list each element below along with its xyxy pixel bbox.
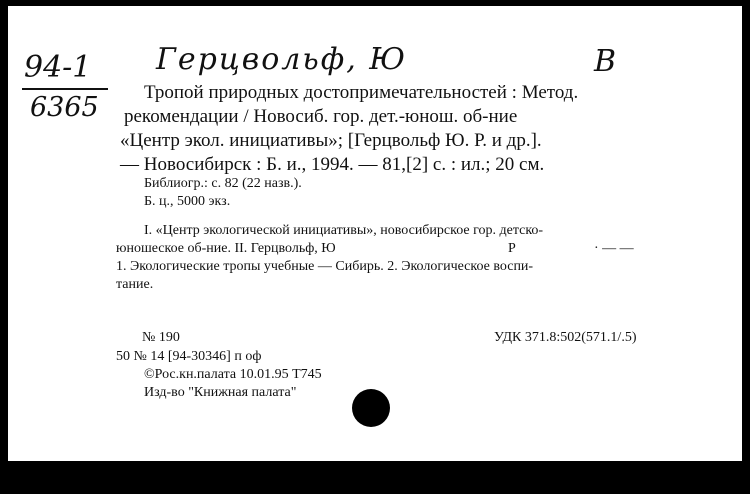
publisher-line: Изд-во "Книжная палата" (144, 385, 297, 400)
handwritten-author: Герцвольф, Ю (156, 42, 408, 77)
tracing-line-4: тание. (116, 277, 154, 292)
udk-code: УДК 371.8:502(571.1/.5) (494, 330, 637, 345)
tracing-line-1: I. «Центр экологической инициативы», новосибирское гор. детско- (144, 223, 544, 238)
tracing-line-3: 1. Экологические тропы учебные — Сибирь. 2. Экологическое воспи- (116, 259, 534, 274)
punch-hole (352, 389, 390, 427)
catalog-card (8, 6, 742, 461)
call-number-underline (22, 88, 108, 90)
tracing-line-2c: · — — (594, 241, 634, 256)
title-line-4: — Новосибирск : Б. и., 1994. — 81,[2] с. : ил.; 20 см. (120, 154, 545, 175)
order-number: 50 № 14 [94-30346] п оф (116, 349, 262, 364)
tracing-line-2b: Р (508, 241, 516, 256)
call-number-top: 94-1 (24, 50, 92, 85)
call-number-bottom: 6365 (30, 92, 99, 123)
title-line-1: Тропой природных достопримечательностей : Метод. (144, 82, 579, 103)
bibliography-note: Библиогр.: с. 82 (22 назв.). (144, 176, 302, 191)
title-line-3: «Центр экол. инициативы»; [Герцвольф Ю. Р. и др.]. (120, 130, 542, 151)
price-note: Б. ц., 5000 экз. (144, 194, 231, 209)
title-line-2: рекомендации / Новосиб. гор. дет.-юнош. об-ние (124, 106, 518, 127)
copyright-line: ©Рос.кн.палата 10.01.95 Т745 (144, 367, 322, 382)
card-number: № 190 (142, 330, 180, 345)
tracing-line-2a: юношеское об-ние. II. Герцвольф, Ю (116, 241, 336, 256)
handwritten-letter: В (594, 44, 617, 79)
